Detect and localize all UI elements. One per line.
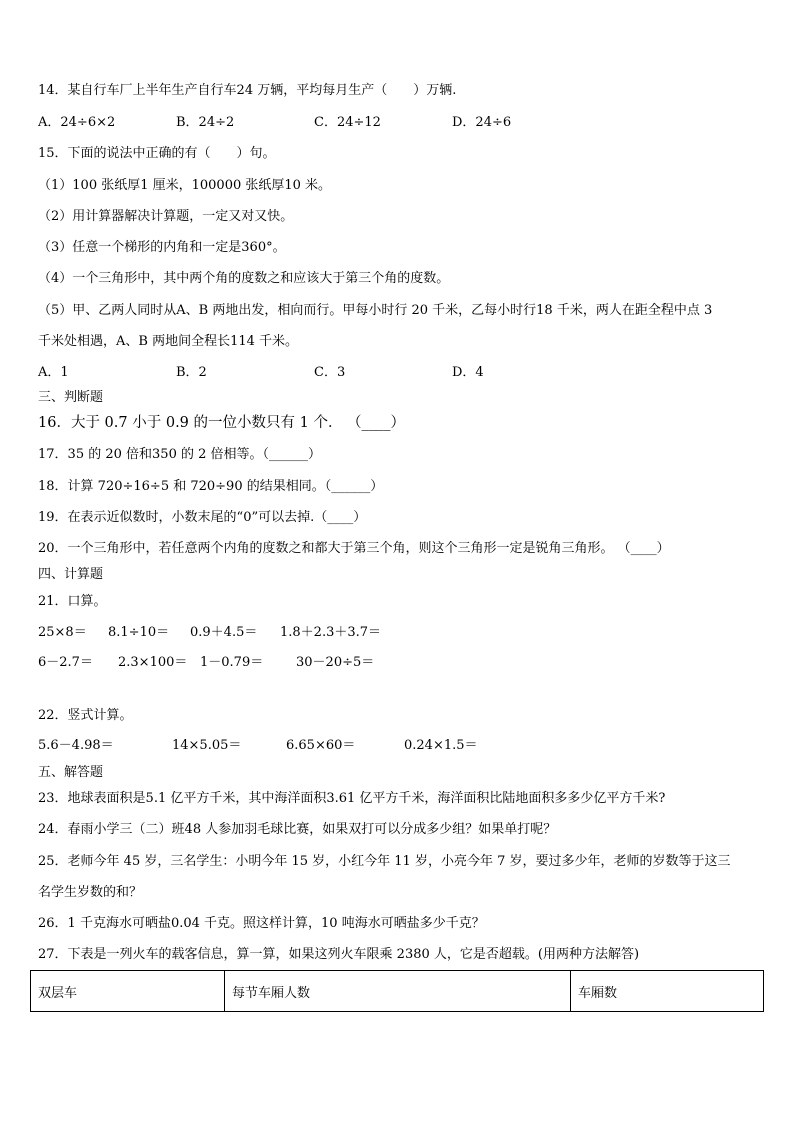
oral-calc-8: 30－20÷5＝ — [296, 655, 375, 670]
q15-option-a: A．1 — [38, 365, 69, 380]
q15-option-b: B．2 — [176, 365, 207, 380]
vertical-calc-2: 14×5.05＝ — [172, 738, 242, 753]
problem-23: 23．地球表面积是5.1 亿平方千米，其中海洋面积3.61 亿平方千米，海洋面积比陆地面积多多少亿平方千米? — [38, 791, 666, 806]
judge-item-18: 18．计算 720÷16÷5 和 720÷90 的结果相同。（______） — [38, 479, 384, 494]
oral-calc-7: 1－0.79＝ — [200, 655, 264, 670]
q15-option-c: C．3 — [314, 365, 346, 380]
q15-statement-1: （1）100 张纸厚1 厘米，100000 张纸厚10 米。 — [38, 178, 332, 193]
q15-statement-5-cont: 千米处相遇，A、B 两地间全程长114 千米。 — [38, 334, 299, 349]
section-heading-problems: 五、解答题 — [38, 765, 104, 780]
question-22: 22．竖式计算。 — [38, 708, 133, 723]
problem-27: 27．下表是一列火车的载客信息，算一算，如果这列火车限乘 2380 人，它是否超载。(用两种方法解答) — [38, 947, 640, 962]
table-header-cell: 每节车厢人数 — [225, 971, 571, 1012]
q14-option-a: A．24÷6×2 — [38, 115, 116, 130]
table-row — [31, 971, 764, 1012]
vertical-calc-1: 5.6－4.98＝ — [38, 738, 114, 753]
judge-item-16: 16．大于 0.7 小于 0.9 的一位小数只有 1 个． （____） — [38, 415, 406, 431]
problem-26: 26．1 千克海水可晒盐0.04 千克。照这样计算，10 吨海水可晒盐多少千克？ — [38, 916, 485, 931]
judge-item-17: 17．35 的 20 倍和350 的 2 倍相等。（______） — [38, 447, 322, 462]
section-heading-calc: 四、计算题 — [38, 567, 104, 582]
train-info-table — [30, 970, 764, 1012]
question-21: 21．口算。 — [38, 594, 107, 609]
table-header-cell: 车厢数 — [571, 971, 764, 1012]
oral-calc-4: 1.8＋2.3＋3.7＝ — [280, 625, 382, 640]
q14-option-d: D．24÷6 — [452, 115, 512, 130]
q14-option-c: C．24÷12 — [314, 115, 381, 130]
q15-statement-3: （3）任意一个梯形的内角和一定是360°。 — [38, 240, 286, 255]
q14-option-b: B．24÷2 — [176, 115, 235, 130]
question-15: 15．下面的说法中正确的有（ ）句。 — [38, 146, 276, 161]
q15-option-d: D．4 — [452, 365, 484, 380]
oral-calc-1: 25×8＝ — [38, 625, 87, 640]
oral-calc-2: 8.1÷10＝ — [108, 625, 170, 640]
vertical-calc-4: 0.24×1.5＝ — [404, 738, 478, 753]
problem-24: 24．春雨小学三（二）班48 人参加羽毛球比赛，如果双打可以分成多少组？如果单打呢？ — [38, 822, 557, 837]
q15-statement-4: （4）一个三角形中，其中两个角的度数之和应该大于第三个角的度数。 — [38, 271, 450, 286]
oral-calc-6: 2.3×100＝ — [118, 655, 188, 670]
question-14: 14．某自行车厂上半年生产自行车24 万辆，平均每月生产（ ）万辆. — [38, 83, 457, 98]
judge-item-20: 20．一个三角形中，若任意两个内角的度数之和都大于第三个角，则这个三角形一定是锐角三角形。 （____） — [38, 541, 670, 556]
vertical-calc-3: 6.65×60＝ — [286, 738, 356, 753]
q15-statement-2: （2）用计算器解决计算题，一定又对又快。 — [38, 209, 294, 224]
judge-item-19: 19．在表示近似数时，小数末尾的“0”可以去掉.（____） — [38, 510, 367, 525]
section-heading-judge: 三、判断题 — [38, 390, 104, 405]
oral-calc-3: 0.9＋4.5＝ — [190, 625, 258, 640]
q15-statement-5: （5）甲、乙两人同时从A、B 两地出发，相向而行。甲每小时行 20 千米，乙每小时行18 千米，两人在距全程中点 3 — [38, 303, 713, 318]
problem-25: 25．老师今年 45 岁，三名学生：小明今年 15 岁，小红今年 11 岁，小亮今年 7 岁，要过多少年，老师的岁数等于这三 — [38, 854, 731, 869]
oral-calc-5: 6－2.7＝ — [38, 655, 93, 670]
table-header-cell: 双层车 — [31, 971, 225, 1012]
problem-25-cont: 名学生岁数的和？ — [38, 885, 143, 900]
